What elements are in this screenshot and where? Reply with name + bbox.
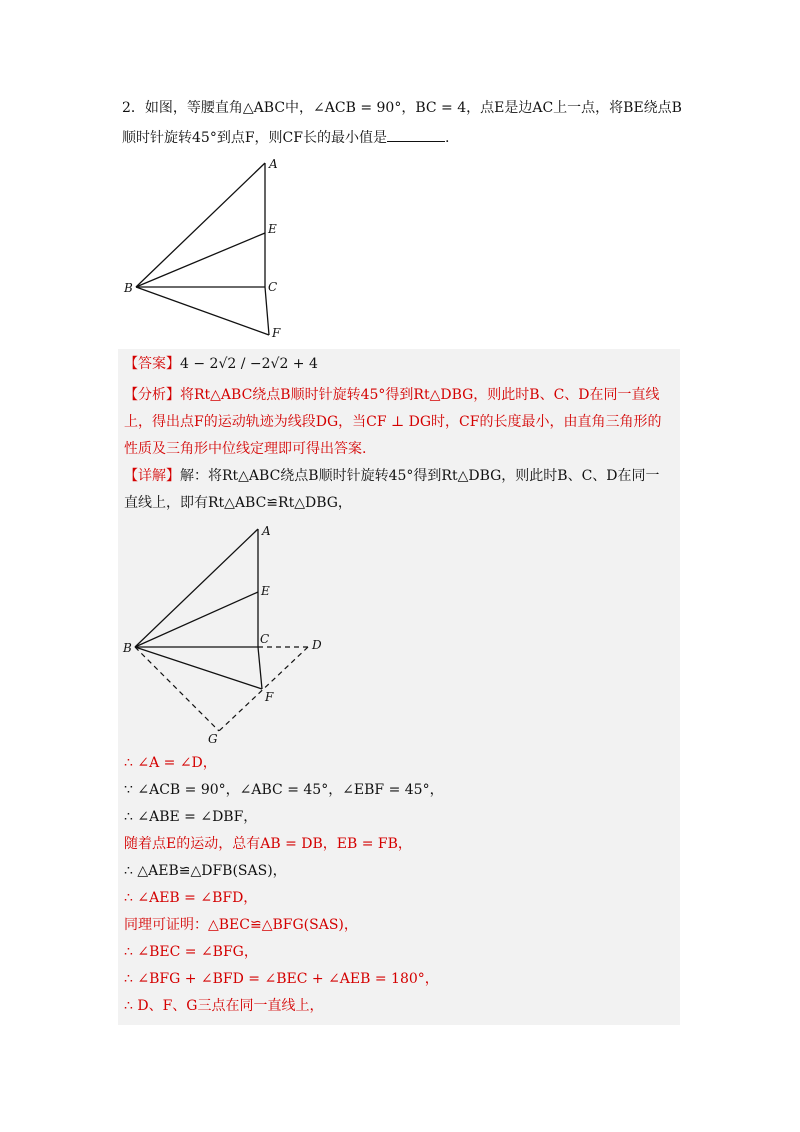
segment-BE-2 (135, 592, 258, 647)
step-4: 随着点E的运动，总有AB = DB，EB = FB， (124, 836, 412, 852)
segment-BG-dashed (135, 647, 219, 731)
detail-tag: 【详解】 (124, 468, 180, 484)
segment-BF (136, 287, 269, 335)
question-line-1: 2．如图，等腰直角△ABC中，∠ACB = 90°，BC = 4，点E是边AC上一点，将BE绕点B (122, 100, 682, 116)
step-5: ∴ △AEB≌△DFB(SAS)， (124, 863, 287, 879)
answer-tag: 【答案】 (124, 356, 180, 372)
label-F: F (272, 326, 281, 340)
step-7: 同理可证明：△BEC≌△BFG(SAS)， (124, 917, 358, 933)
analysis-line-2: 上，得出点F的运动轨迹为线段DG，当CF ⊥ DG时，CF的长度最小，由直角三角形的 (124, 414, 662, 430)
figure-1 (115, 150, 295, 345)
step-9: ∴ ∠BFG + ∠BFD = ∠BEC + ∠AEB = 180°， (124, 971, 439, 987)
segment-CF (265, 287, 269, 335)
label-F-2: F (265, 690, 274, 704)
segment-AB (136, 163, 265, 287)
step-1: ∴ ∠A = ∠D， (124, 755, 217, 771)
label-D-2: D (312, 638, 322, 652)
step-3: ∴ ∠ABE = ∠DBF， (124, 809, 258, 825)
answer-blank (387, 127, 445, 142)
analysis-tag: 【分析】 (124, 387, 180, 403)
label-B: B (124, 281, 133, 295)
segment-BE (136, 233, 265, 287)
label-B-2: B (123, 641, 132, 655)
label-E-2: E (261, 584, 270, 598)
segment-AB-2 (135, 529, 258, 647)
figure-2 (118, 519, 348, 749)
detail-line-2: 直线上，即有Rt△ABC≌Rt△DBG， (124, 495, 352, 511)
segment-BF-2 (135, 647, 262, 689)
analysis-text-1: 将Rt△ABC绕点B顺时针旋转45°得到Rt△DBG，则此时B、C、D在同一直线 (180, 387, 660, 403)
step-8: ∴ ∠BEC = ∠BFG， (124, 944, 258, 960)
step-10: ∴ D、F、G三点在同一直线上， (124, 998, 324, 1014)
question-line-2-text: 顺时针旋转45°到点F，则CF长的最小值是 (122, 130, 387, 146)
label-C: C (268, 280, 278, 294)
detail-line-1 (124, 466, 660, 486)
analysis-line-3: 性质及三角形中位线定理即可得出答案. (124, 441, 367, 457)
label-C-2: C (260, 632, 270, 646)
question-line-2 (122, 127, 449, 148)
analysis-line-1 (124, 385, 660, 405)
answer-text: 4 − 2√2 / −2√2 + 4 (180, 356, 318, 372)
step-6: ∴ ∠AEB = ∠BFD， (124, 890, 258, 906)
label-E: E (268, 222, 277, 236)
solution-block (118, 349, 680, 1025)
step-2: ∵ ∠ACB = 90°，∠ABC = 45°，∠EBF = 45°， (124, 782, 444, 798)
detail-text-1: 解：将Rt△ABC绕点B顺时针旋转45°得到Rt△DBG，则此时B、C、D在同一 (180, 468, 660, 484)
question-line-2-end: . (444, 130, 450, 146)
label-A-2: A (262, 524, 271, 538)
segment-DG-dashed (219, 647, 308, 731)
answer-line (124, 354, 318, 374)
label-A: A (269, 157, 278, 171)
segment-CF-2 (258, 647, 262, 689)
label-G-2: G (208, 732, 218, 746)
